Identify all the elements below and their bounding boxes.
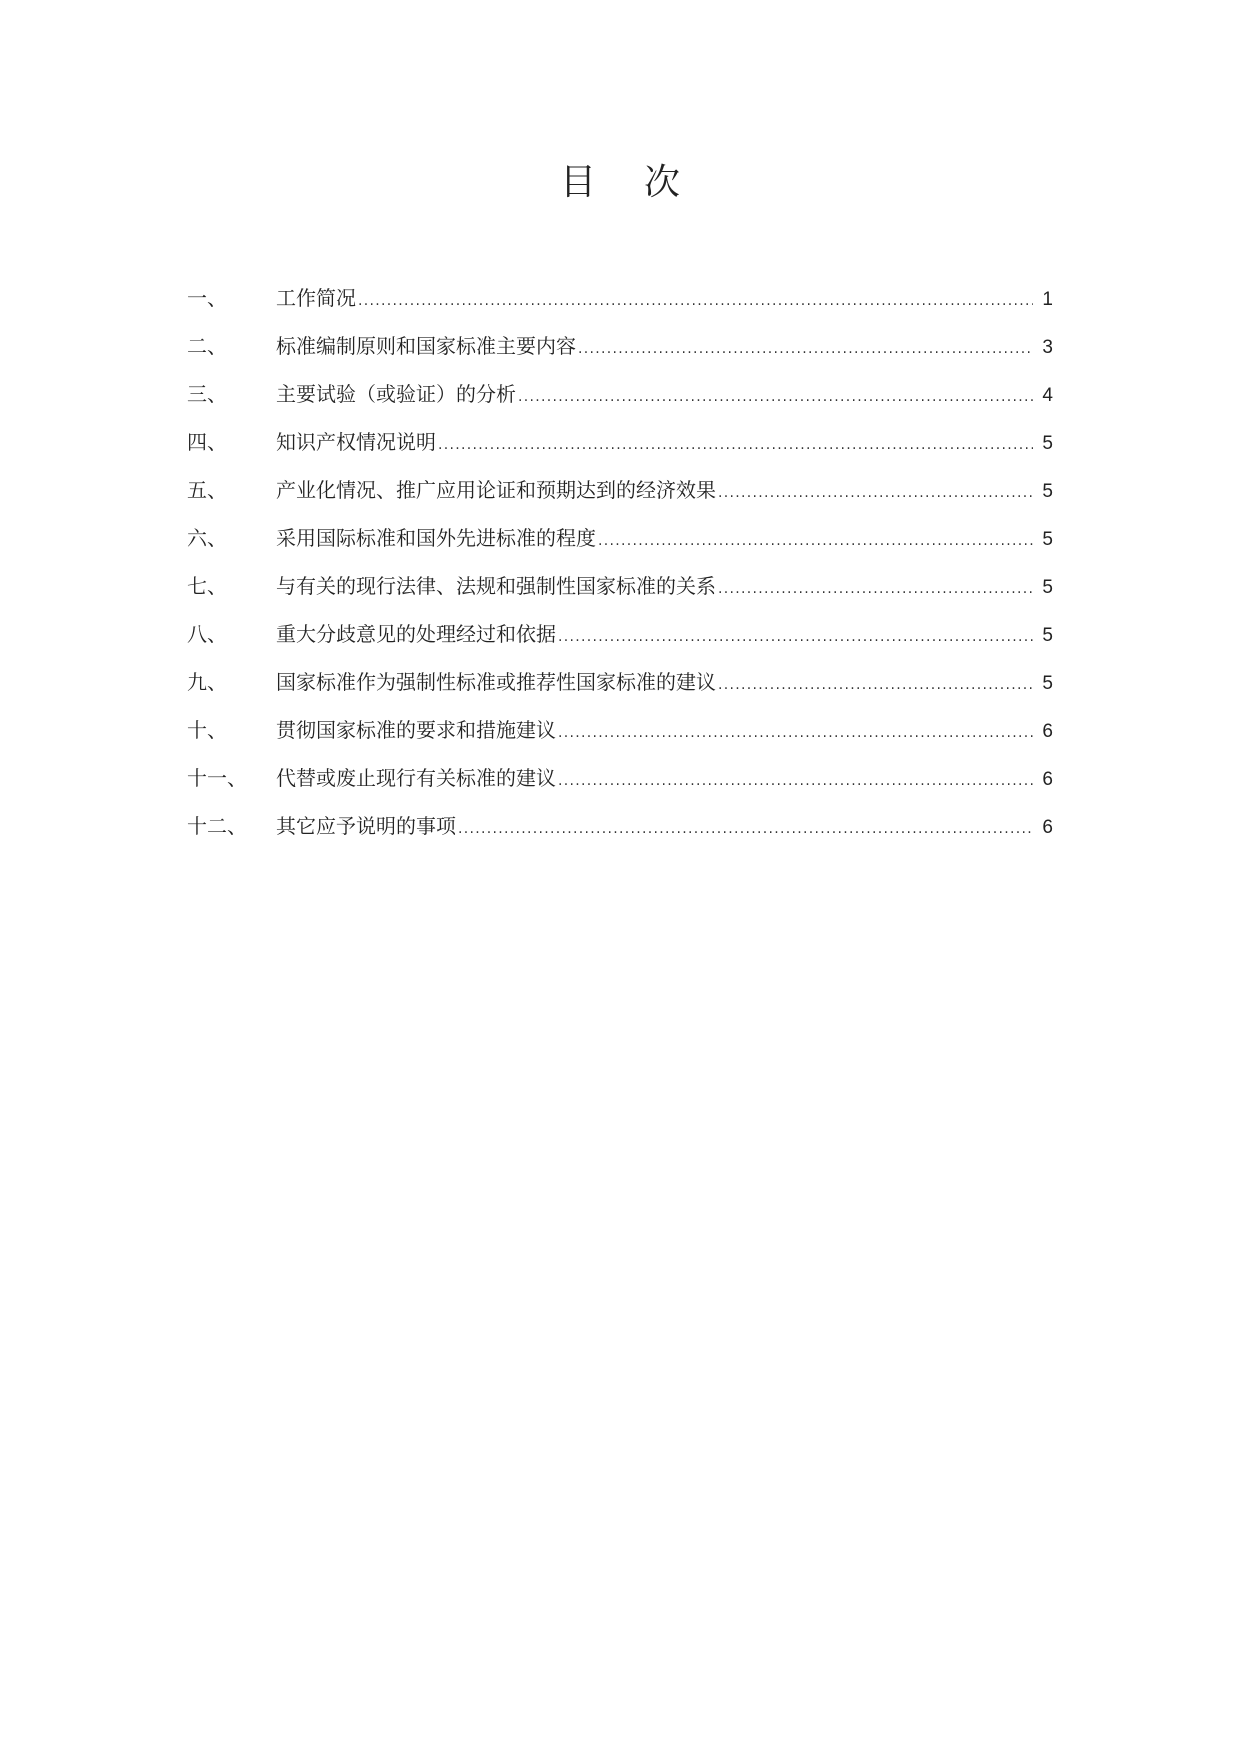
toc-entry-title: 采用国际标准和国外先进标准的程度 [276,526,596,550]
toc-entry-title: 工作简况 [276,286,356,310]
toc-entry-page: 5 [1042,673,1053,694]
table-of-contents [187,284,1053,860]
toc-dot-leader [596,527,1033,555]
toc-entry-11[interactable] [187,764,1053,812]
toc-entry-page: 6 [1042,769,1053,790]
toc-entry-title: 主要试验（或验证）的分析 [276,382,516,406]
toc-entry-title: 其它应予说明的事项 [276,814,456,838]
toc-entry-number: 十一、 [187,766,247,790]
toc-dot-leader [556,719,1033,747]
toc-entry-title: 产业化情况、推广应用论证和预期达到的经济效果 [276,478,716,502]
toc-entry-title: 与有关的现行法律、法规和强制性国家标准的关系 [276,574,716,598]
toc-entry-7[interactable] [187,572,1053,620]
toc-entry-number: 五、 [187,478,227,502]
page-title [0,158,1240,208]
toc-entry-title: 重大分歧意见的处理经过和依据 [276,622,556,646]
toc-entry-page: 5 [1042,529,1053,550]
toc-dot-leader [556,767,1033,795]
toc-dot-leader [516,383,1033,411]
toc-entry-number: 七、 [187,574,227,598]
toc-entry-6[interactable] [187,524,1053,572]
toc-dot-leader [716,575,1033,603]
toc-dot-leader [716,479,1033,507]
toc-entry-2[interactable] [187,332,1053,380]
toc-entry-5[interactable] [187,476,1053,524]
toc-entry-page: 4 [1042,385,1053,406]
toc-entry-title: 贯彻国家标准的要求和措施建议 [276,718,556,742]
toc-entry-number: 八、 [187,622,227,646]
toc-entry-number: 十二、 [187,814,247,838]
toc-entry-number: 一、 [187,286,227,310]
toc-entry-number: 十、 [187,718,227,742]
toc-dot-leader [556,623,1033,651]
toc-entry-3[interactable] [187,380,1053,428]
toc-entry-number: 六、 [187,526,227,550]
toc-entry-10[interactable] [187,716,1053,764]
toc-dot-leader [456,815,1033,843]
toc-entry-page: 1 [1042,289,1053,310]
toc-entry-1[interactable] [187,284,1053,332]
toc-dot-leader [436,431,1033,459]
toc-entry-9[interactable] [187,668,1053,716]
toc-entry-12[interactable] [187,812,1053,860]
toc-entry-number: 四、 [187,430,227,454]
toc-dot-leader [716,671,1033,699]
toc-entry-number: 九、 [187,670,227,694]
title-char: 次 [644,162,681,203]
title-char: 目 [559,162,596,203]
toc-entry-page: 5 [1042,577,1053,598]
toc-entry-title: 知识产权情况说明 [276,430,436,454]
toc-entry-page: 6 [1042,817,1053,838]
toc-dot-leader [356,287,1033,315]
toc-entry-title: 标准编制原则和国家标准主要内容 [276,334,576,358]
toc-entry-page: 3 [1042,337,1053,358]
toc-entry-4[interactable] [187,428,1053,476]
toc-entry-number: 二、 [187,334,227,358]
toc-entry-page: 5 [1042,625,1053,646]
toc-entry-number: 三、 [187,382,227,406]
toc-entry-page: 5 [1042,481,1053,502]
toc-entry-8[interactable] [187,620,1053,668]
toc-entry-title: 国家标准作为强制性标准或推荐性国家标准的建议 [276,670,716,694]
toc-entry-title: 代替或废止现行有关标准的建议 [276,766,556,790]
toc-entry-page: 5 [1042,433,1053,454]
toc-entry-page: 6 [1042,721,1053,742]
toc-dot-leader [576,335,1033,363]
